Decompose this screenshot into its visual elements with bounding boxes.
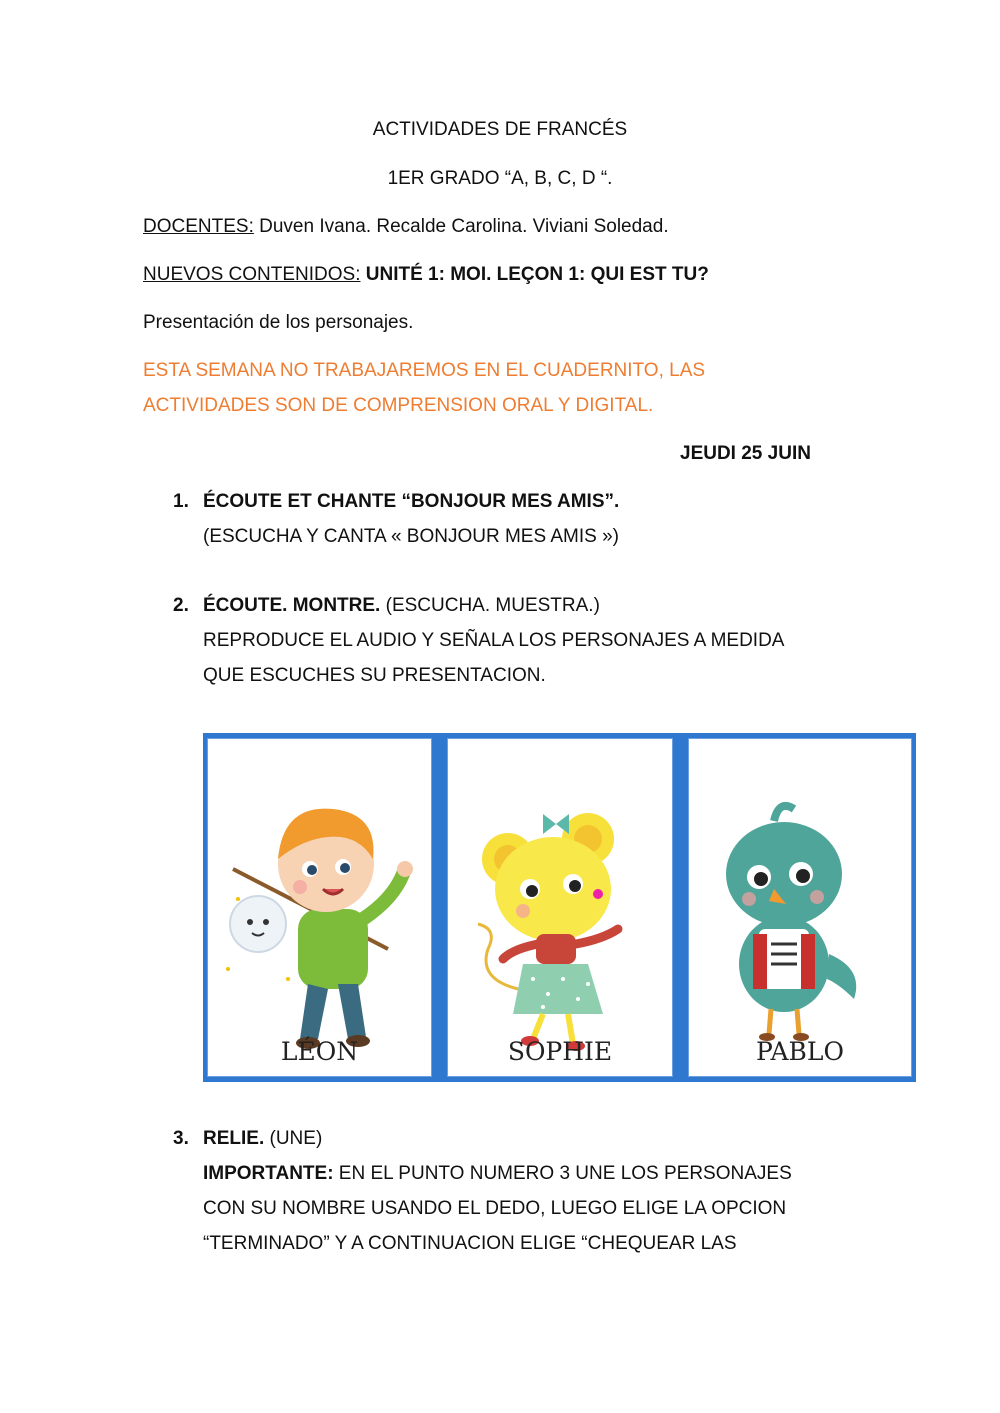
- activity-number: 3.: [173, 1128, 189, 1149]
- docentes-names: Duven Ivana. Recalde Carolina. Viviani Soledad.: [253, 216, 669, 237]
- activity-3-title-line: [203, 1127, 322, 1151]
- activity-3-translation: (UNE): [264, 1128, 323, 1149]
- card-name-leon: LÉON: [280, 1037, 359, 1066]
- notice-line-1: ESTA SEMANA NO TRABAJAREMOS EN EL CUADERNITO, LAS: [143, 360, 706, 381]
- contenidos-line: [143, 263, 709, 287]
- docentes-line: [143, 215, 669, 239]
- docentes-label: DOCENTES:: [143, 216, 254, 237]
- activity-2-instruction-2: QUE ESCUCHES SU PRESENTACION.: [203, 665, 546, 686]
- contenidos-label: NUEVOS CONTENIDOS:: [143, 264, 361, 285]
- activity-3-instruction-2: CON SU NOMBRE USANDO EL DEDO, LUEGO ELIGE LA OPCION: [203, 1198, 787, 1219]
- character-card-leon: [207, 738, 432, 1077]
- activity-number: 2.: [173, 595, 189, 616]
- intro-text: Presentación de los personajes.: [143, 312, 414, 333]
- activity-3-instruction-3: “TERMINADO” Y A CONTINUACION ELIGE “CHEQUEAR LAS: [203, 1233, 737, 1254]
- date-heading: JEUDI 25 JUIN: [680, 443, 811, 464]
- leon-illustration: [208, 739, 432, 1077]
- activity-2-title-line: [203, 594, 600, 618]
- grade-line: 1ER GRADO “A, B, C, D “.: [387, 168, 613, 189]
- activity-2-instruction-1: REPRODUCE EL AUDIO Y SEÑALA LOS PERSONAJES A MEDIDA: [203, 630, 785, 651]
- contenidos-value: UNITÉ 1: MOI. LEÇON 1: QUI EST TU?: [360, 264, 709, 285]
- character-card-sophie: [447, 738, 673, 1077]
- sophie-illustration: [448, 739, 673, 1077]
- activity-2-title: ÉCOUTE. MONTRE.: [203, 595, 381, 616]
- card-name-pablo: PABLO: [755, 1037, 845, 1066]
- pablo-illustration: [689, 739, 912, 1077]
- activity-3-instruction-1: EN EL PUNTO NUMERO 3 UNE LOS PERSONAJES: [333, 1163, 792, 1184]
- activity-3-important-line: [203, 1162, 792, 1186]
- activity-3-title: RELIE.: [203, 1128, 265, 1149]
- activity-number: 1.: [173, 491, 189, 512]
- activity-2-translation: (ESCUCHA. MUESTRA.): [380, 595, 600, 616]
- activity-1-title: ÉCOUTE ET CHANTE “BONJOUR MES AMIS”.: [203, 491, 620, 512]
- important-label: IMPORTANTE:: [203, 1163, 334, 1184]
- activity-1-translation: (ESCUCHA Y CANTA « BONJOUR MES AMIS »): [203, 526, 619, 547]
- notice-line-2: ACTIVIDADES SON DE COMPRENSION ORAL Y DIGITAL.: [143, 395, 654, 416]
- character-cards: [203, 733, 916, 1082]
- card-name-sophie: SOPHIE: [507, 1037, 613, 1066]
- page-title: ACTIVIDADES DE FRANCÉS: [372, 119, 628, 140]
- character-card-pablo: [688, 738, 912, 1077]
